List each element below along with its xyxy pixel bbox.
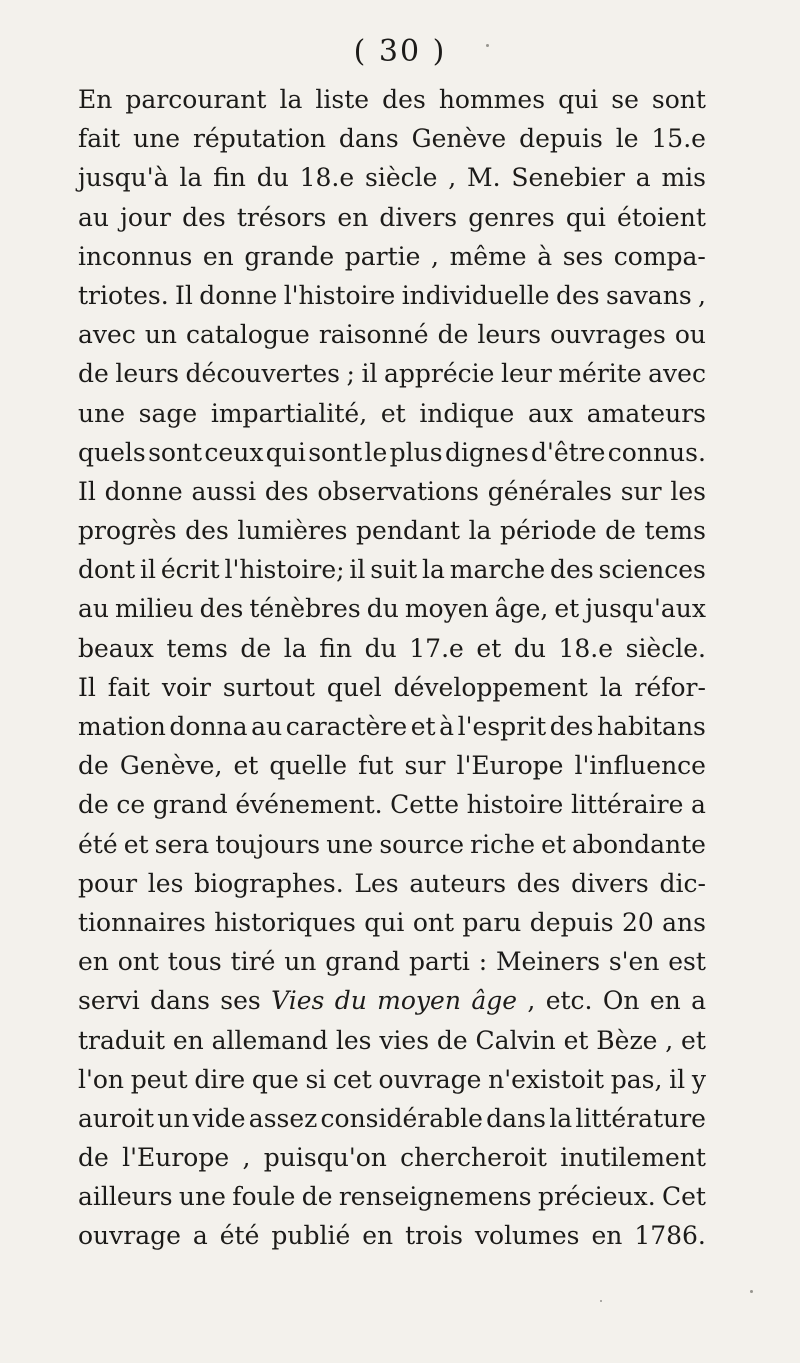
text-line: l'on peut dire que si cet ouvrage n'existoit pas, il y	[78, 1064, 706, 1094]
text-line: En parcourant la liste des hommes qui se sont	[78, 85, 706, 114]
text-line: progrès des lumières pendant la période de tems	[78, 516, 706, 546]
text-line: de Genève, et quelle fut sur l'Europe l'influence	[78, 751, 706, 781]
text-line: été et sera toujours une source riche et abondante	[78, 829, 706, 859]
text-line: de leurs découvertes ; il apprécie leur mérite avec	[78, 359, 706, 389]
text-line: avec un catalogue raisonné de leurs ouvrages ou	[78, 320, 706, 350]
body-text	[78, 80, 706, 1256]
text-line: au milieu des ténèbres du moyen âge, et jusqu'aux	[78, 594, 706, 624]
text-line: dont il écrit l'histoire; il suit la marche des sciences	[78, 555, 706, 585]
text-line: auroit un vide assez considérable dans la littérature	[78, 1103, 706, 1133]
text-line: ailleurs une foule de renseignemens précieux. Cet	[78, 1182, 706, 1212]
text-line: mation donna au caractère et à l'esprit des habitans	[78, 712, 706, 741]
text-line: au jour des trésors en divers genres qui étoient	[78, 202, 706, 232]
text-line: jusqu'à la fin du 18.e siècle , M. Senebier a mis	[78, 163, 706, 193]
text-line: en ont tous tiré un grand parti : Meiners s'en est	[78, 947, 706, 977]
text-line: de l'Europe , puisqu'on chercheroit inutilement	[78, 1143, 706, 1173]
text-line: une sage impartialité, et indique aux amateurs	[78, 398, 706, 428]
text-line: traduit en allemand les vies de Calvin et Bèze , et	[78, 1025, 706, 1055]
paper-speck	[750, 1290, 753, 1293]
text-line: pour les biographes. Les auteurs des divers dic-	[78, 868, 706, 898]
paper-speck	[486, 44, 489, 47]
text-line: inconnus en grande partie , même à ses compa-	[78, 241, 706, 271]
paper-speck	[600, 1300, 602, 1302]
text-line: tionnaires historiques qui ont paru depuis 20 ans	[78, 907, 706, 937]
page-number: ( 30 )	[353, 34, 447, 69]
text-line: de ce grand événement. Cette histoire littéraire a	[78, 790, 706, 820]
text-line: beaux tems de la fin du 17.e et du 18.e siècle.	[78, 633, 706, 663]
text-line: fait une réputation dans Genève depuis le 15.e	[78, 124, 706, 154]
text-line: servi dans ses Vies du moyen âge , etc. On en a	[78, 986, 706, 1016]
text-line: Il donne aussi des observations générales sur les	[78, 476, 706, 506]
text-line: ouvrage a été publié en trois volumes en 1786.	[78, 1221, 706, 1251]
text-line: Il fait voir surtout quel développement la réfor-	[78, 672, 706, 702]
text-line: triotes. Il donne l'histoire individuelle des savans ,	[78, 280, 706, 310]
text-line: quels sont ceux qui sont le plus dignes d'être connus.	[78, 437, 706, 467]
